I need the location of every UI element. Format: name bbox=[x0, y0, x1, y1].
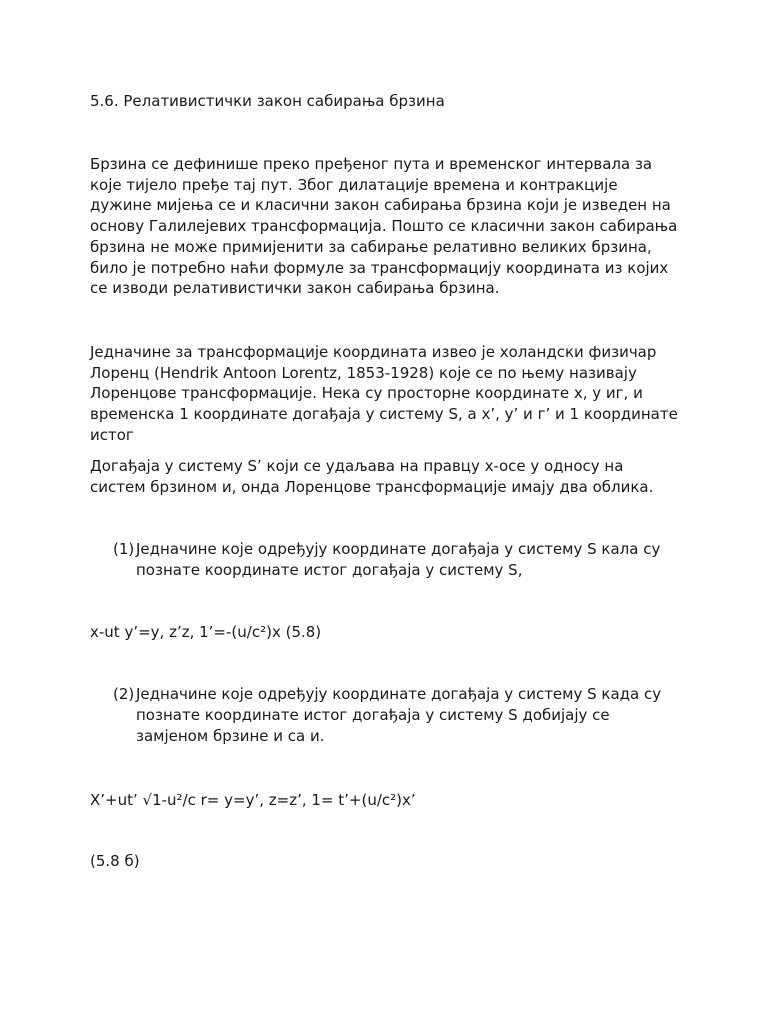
paragraph-two-forms: Догађаја у систему S’ који се удаљава на правцу х-осе у односу на систем брзином и, онда Лоренцове трансформације имају два облика. bbox=[90, 457, 654, 496]
formula-lorentz-forward: х-ut у’=у, z’z, 1’=-(u/c²)x (5.8) bbox=[90, 623, 322, 641]
list-text-line: замјеном брзине и са и. bbox=[136, 727, 325, 745]
list-text-line: Једначине које одређују координате догађаја у систему S кала су bbox=[136, 540, 661, 558]
paragraph-velocity-definition: Брзина се дефинише преко пређеног пута и временског интервала за које тијело пређе тај пут. Због дилатације времена и контракције дужине мијења се и класични закон сабирања брзина који је изведен на основу Галилејевих трансформација. Пошто се класични закон сабирања брзина не може примијенити за сабирање релативно великих брзина, било је потребно наћи формуле за трансформацију координата из којих се изводи релативистички закон сабирања брзина. bbox=[90, 155, 678, 298]
list-number: (1) bbox=[113, 540, 135, 558]
list-text-line: познате координате истог догађаја у систему S добијају се bbox=[136, 706, 610, 724]
list-text-line: познате координате истог догађаја у систему S, bbox=[136, 561, 523, 579]
section-heading: 5.6. Релативистички закон сабирања брзина bbox=[90, 92, 445, 110]
formula-lorentz-inverse: X’+ut’ √1-u²/c r= y=y’, z=z’, 1= t’+(u/c²)x’ bbox=[90, 791, 416, 809]
list-text-line: Једначине које одређују координате догађаја у систему S када су bbox=[136, 685, 662, 703]
paragraph-lorentz-intro: Једначине за трансформације координата извео је холандски физичар Лоренц (Hendrik Antoon Lorentz, 1853-1928) које се по њему називају Лоренцове трансформације. Нека су просторне координате х, у иг, и временска 1 координате догађаја у систему S, а х’, у’ и г’ и 1 координате истог bbox=[90, 343, 678, 444]
list-text bbox=[113, 539, 673, 581]
equation-number: (5.8 б) bbox=[90, 852, 140, 870]
list-number: (2) bbox=[113, 685, 135, 703]
list-text bbox=[113, 684, 673, 747]
list-item-2 bbox=[113, 684, 673, 747]
list-item-1 bbox=[113, 539, 673, 581]
